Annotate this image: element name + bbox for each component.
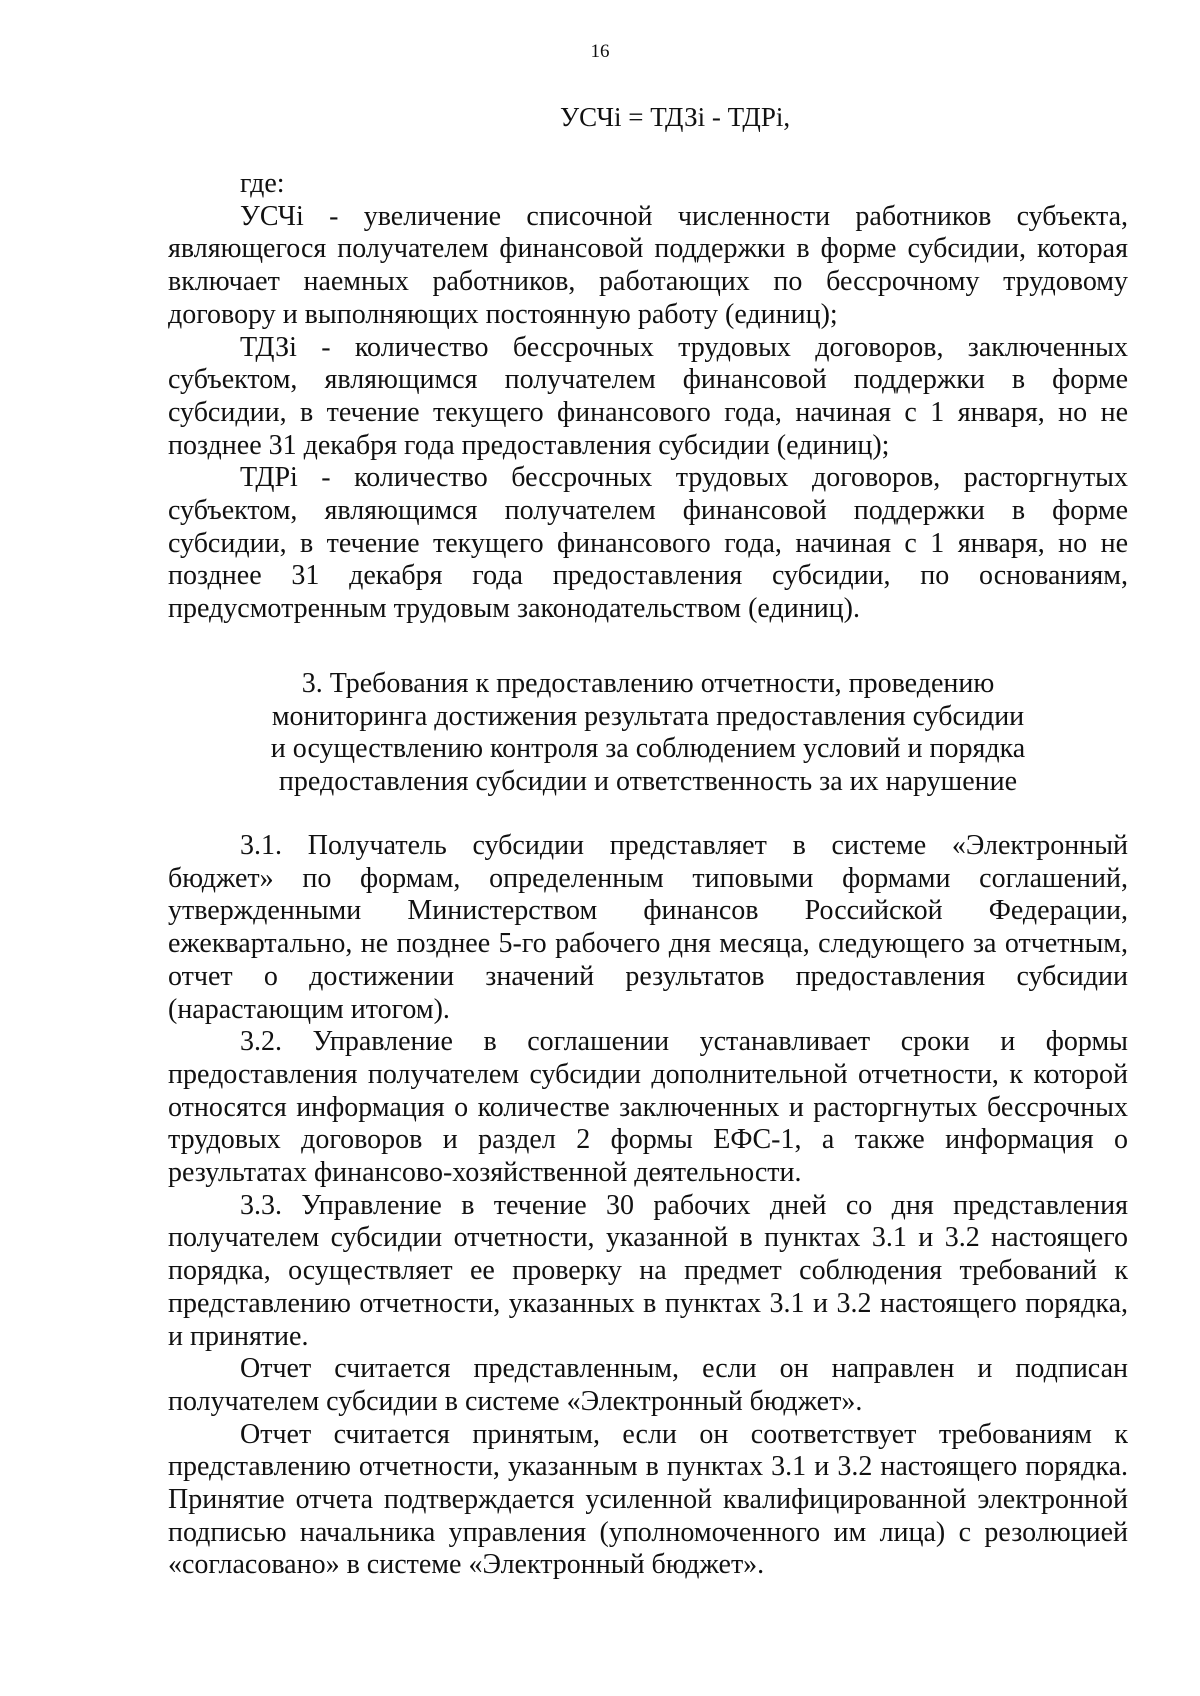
paragraph-report-accepted: Отчет считается принятым, если он соответствует требованиям к представлению отчетности, указанным в пунктах 3.1 и 3.2 настоящего порядка. Принятие отчета подтверждается усиленной квалифицированной электронной подписью начальника управления (уполномоченного им лица) с резолюцией «согласовано» в системе «Электронный бюджет». (168, 1418, 1128, 1581)
section-heading-line: и осуществлению контроля за соблюдением условий и порядка (270, 733, 1026, 765)
section-heading-line: предоставления субсидии и ответственность за их нарушение (278, 766, 1018, 798)
section-body (168, 830, 1128, 1582)
paragraph-report-submitted: Отчет считается представленным, если он направлен и подписан получателем субсидии в системе «Электронный бюджет». (168, 1353, 1128, 1417)
definition-tdri: ТДРi - количество бессрочных трудовых договоров, расторгнутых субъектом, являющимся получателем финансовой поддержки в форме субсидии, в течение текущего финансового года, начиная с 1 января, но не позднее 31 декабря года предоставления субсидии, по основаниям, предусмотренным трудовым законодательством (единиц). (168, 462, 1128, 625)
section-heading-line: 3. Требования к предоставлению отчетности, проведению (301, 668, 995, 699)
formula: УСЧi = ТДЗi - ТДРi, (560, 102, 791, 132)
section-heading-line: мониторинга достижения результата предоставления субсидии (271, 700, 1025, 732)
definition-tdzi: ТДЗi - количество бессрочных трудовых договоров, заключенных субъектом, являющимся получателем финансовой поддержки в форме субсидии, в течение текущего финансового года, начиная с 1 января, но не позднее 31 декабря года предоставления субсидии (единиц); (168, 331, 1128, 461)
definition-uschi: УСЧi - увеличение списочной численности работников субъекта, являющегося получателем финансовой поддержки в форме субсидии, которая включает наемных работников, работающих по бессрочному трудовому договору и выполняющих постоянную работу (единиц); (168, 200, 1128, 330)
section-heading (168, 668, 1128, 799)
definitions-block (168, 168, 1128, 626)
page-number: 16 (590, 41, 610, 62)
paragraph-3-1: 3.1. Получатель субсидии представляет в системе «Электронный бюджет» по формам, определенным типовыми формами соглашений, утвержденными Министерством финансов Российской Федерации, ежеквартально, не позднее 5-го рабочего дня месяца, следующего за отчетным, отчет о достижении значений результатов предоставления субсидии (нарастающим итогом). (168, 830, 1128, 1025)
definitions-intro: где: (240, 168, 285, 199)
paragraph-3-2: 3.2. Управление в соглашении устанавливает сроки и формы предоставления получателем субсидии дополнительной отчетности, к которой относятся информация о количестве заключенных и расторгнутых бессрочных трудовых договоров и раздел 2 формы ЕФС-1, а также информация о результатах финансово-хозяйственной деятельности. (168, 1026, 1128, 1189)
paragraph-3-3: 3.3. Управление в течение 30 рабочих дней со дня представления получателем субсидии отчетности, указанной в пунктах 3.1 и 3.2 настоящего порядка, осуществляет ее проверку на предмет соблюдения требований к представлению отчетности, указанных в пунктах 3.1 и 3.2 настоящего порядка, и принятие. (168, 1189, 1128, 1352)
